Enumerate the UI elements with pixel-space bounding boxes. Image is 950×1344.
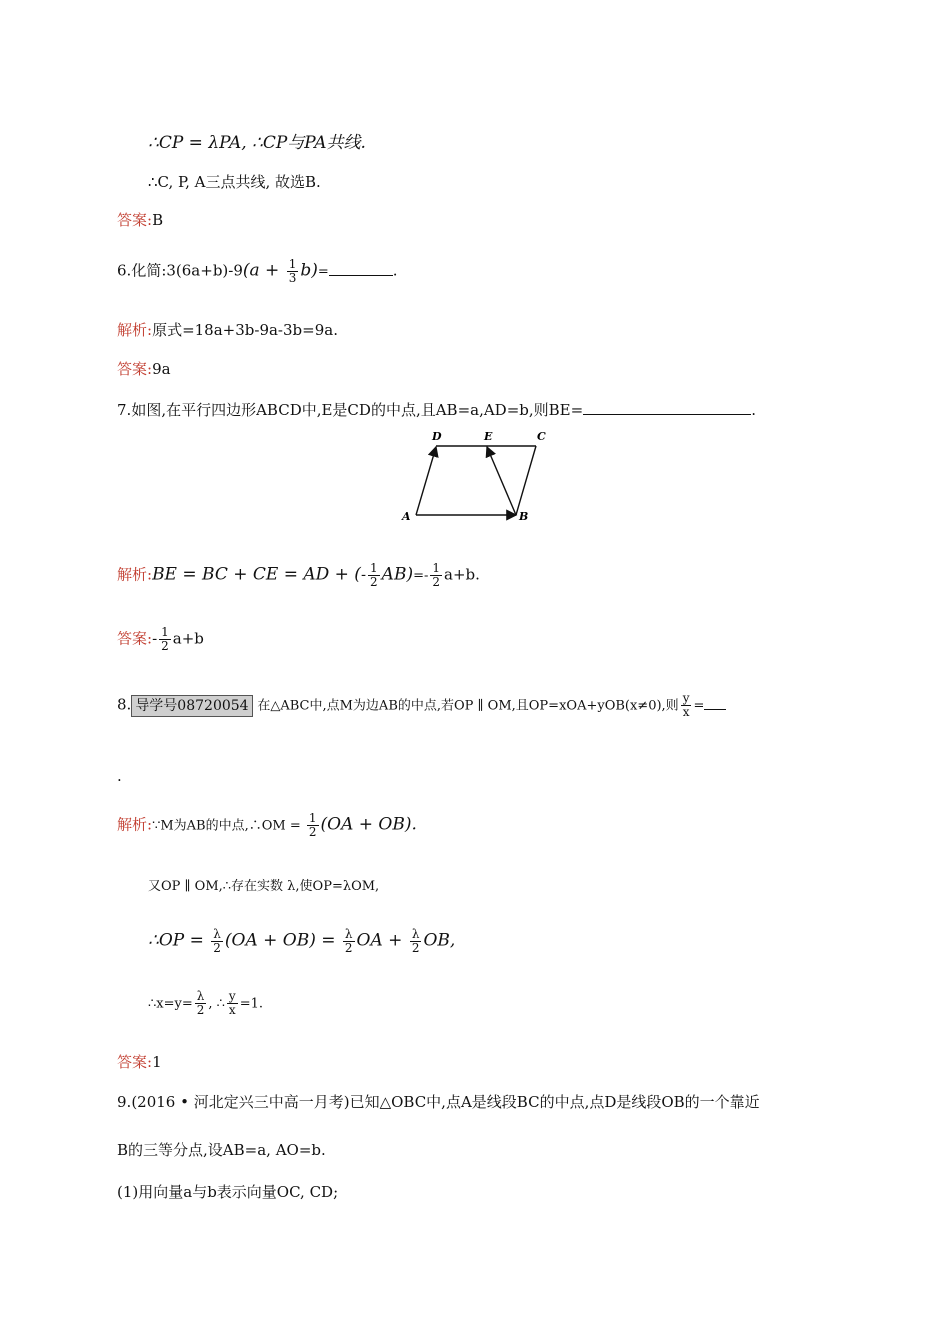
analysis-label: 解析: bbox=[117, 815, 153, 834]
math-expr: (OA + OB) = bbox=[224, 930, 341, 951]
question-9 bbox=[117, 1092, 760, 1112]
math-expr: =- bbox=[413, 568, 429, 584]
math-expr: ∴x=y= bbox=[148, 996, 193, 1012]
equals-sign: = bbox=[693, 698, 705, 714]
math-expr: a+b. bbox=[444, 565, 480, 584]
question-text: B的三等分点,设AB=a, AO=b. bbox=[117, 1141, 326, 1159]
fraction-denominator: 2 bbox=[370, 575, 378, 589]
label-c: C bbox=[537, 430, 546, 443]
math-expr: =1. bbox=[239, 996, 263, 1012]
math-expr: BE = BC + CE = AD + ( bbox=[152, 564, 361, 585]
fraction-denominator: 2 bbox=[411, 941, 420, 955]
math-expr: (a + bbox=[242, 260, 285, 281]
answer-7 bbox=[117, 626, 204, 653]
math-expr: (OA + OB). bbox=[320, 814, 417, 835]
analysis-label: 解析: bbox=[117, 565, 153, 584]
fraction bbox=[159, 626, 171, 653]
fraction bbox=[410, 928, 422, 955]
minus-sign: - bbox=[152, 629, 158, 648]
answer-blank bbox=[704, 695, 726, 710]
period: . bbox=[117, 767, 122, 785]
solution-line-2 bbox=[148, 172, 321, 192]
fraction bbox=[430, 562, 442, 589]
fraction-numerator: 1 bbox=[308, 811, 317, 825]
analysis-8 bbox=[117, 812, 417, 839]
fraction-denominator: 2 bbox=[308, 825, 317, 839]
fraction-numerator: y bbox=[682, 691, 690, 705]
answer-label: 答案: bbox=[117, 629, 153, 648]
fraction-denominator: 3 bbox=[288, 271, 297, 285]
fraction-numerator: y bbox=[228, 989, 236, 1003]
question-7 bbox=[117, 400, 756, 420]
guide-number-badge[interactable]: 导学号08720054 bbox=[131, 695, 252, 717]
fraction-denominator: 2 bbox=[344, 941, 353, 955]
solution-text: ∴CP = λPA, ∴CP与PA共线. bbox=[148, 133, 366, 153]
fraction-numerator: λ bbox=[211, 928, 223, 942]
analysis-text: 原式=18a+3b-9a-3b=9a. bbox=[152, 321, 338, 339]
question-text: 在△ABC中,点M为边AB的中点,若OP ∥ OM,且OP=xOA+yOB(x≠0),则 bbox=[257, 698, 679, 714]
fraction bbox=[227, 990, 238, 1017]
edge-cb bbox=[516, 446, 536, 515]
analysis-8-line-4 bbox=[148, 990, 263, 1017]
answer-label: 答案: bbox=[117, 1053, 153, 1071]
solution-line-1 bbox=[148, 133, 366, 153]
label-d: D bbox=[432, 430, 442, 443]
fraction-denominator: x bbox=[682, 705, 690, 719]
fraction-numerator: 1 bbox=[288, 257, 297, 271]
question-text: (2016 • 河北定兴三中高一月考)已知△OBC中,点A是线段BC的中点,点D是线段OB的一个靠近 bbox=[131, 1093, 760, 1111]
fraction-denominator: 2 bbox=[213, 941, 221, 955]
analysis-8-line-3 bbox=[148, 928, 455, 955]
fraction bbox=[211, 928, 223, 955]
analysis-8-line-2 bbox=[148, 875, 379, 897]
fraction-denominator: x bbox=[228, 1003, 236, 1017]
fraction-numerator: 1 bbox=[161, 625, 169, 639]
math-expr: OA + bbox=[356, 930, 408, 951]
analysis-7 bbox=[117, 562, 480, 589]
question-text: 化简:3(6a+b)-9 bbox=[131, 261, 243, 280]
label-e: E bbox=[484, 430, 493, 443]
minus-sign: - bbox=[360, 565, 367, 584]
fraction bbox=[307, 812, 319, 839]
answer-label: 答案: bbox=[117, 211, 153, 229]
answer-blank bbox=[329, 261, 393, 276]
answer-value: 9a bbox=[152, 360, 171, 378]
fraction-numerator: 1 bbox=[370, 561, 378, 575]
question-number: 9. bbox=[117, 1093, 132, 1111]
math-expr: ) bbox=[406, 564, 414, 585]
label-a: A bbox=[402, 510, 411, 523]
analysis-text: ∵M为AB的中点,∴OM = bbox=[152, 818, 305, 834]
answer-value: 1 bbox=[152, 1053, 162, 1071]
question-8 bbox=[117, 692, 726, 719]
question-8-end bbox=[117, 766, 122, 786]
question-number: 7. bbox=[117, 401, 132, 419]
fraction-numerator: 1 bbox=[432, 561, 441, 575]
answer-6 bbox=[117, 359, 171, 379]
vector-ad bbox=[416, 447, 436, 515]
fraction bbox=[368, 562, 380, 589]
question-number: 6. bbox=[117, 261, 132, 280]
period: . bbox=[392, 261, 398, 280]
fraction-numerator: λ bbox=[343, 928, 355, 942]
question-6 bbox=[117, 258, 398, 285]
question-number: 8. bbox=[117, 695, 132, 714]
math-expr: AB bbox=[381, 564, 407, 585]
math-expr: , ∴ bbox=[208, 996, 225, 1012]
fraction bbox=[287, 258, 299, 285]
fraction-denominator: 2 bbox=[432, 575, 441, 589]
fraction-denominator: 2 bbox=[161, 639, 169, 653]
fraction bbox=[343, 928, 355, 955]
question-text: (1)用向量a与b表示向量OC, CD; bbox=[117, 1183, 339, 1201]
fraction-numerator: λ bbox=[410, 928, 422, 942]
vector-be bbox=[487, 447, 516, 515]
answer-label: 答案: bbox=[117, 360, 153, 378]
answer-value: B bbox=[152, 211, 164, 229]
fraction-numerator: λ bbox=[195, 990, 207, 1004]
solution-text: ∴C, P, A三点共线, 故选B. bbox=[148, 173, 321, 191]
fraction bbox=[195, 990, 207, 1017]
equals-sign: = bbox=[317, 264, 329, 280]
question-text: 如图,在平行四边形ABCD中,E是CD的中点,且AB=a,AD=b,则BE= bbox=[131, 401, 584, 419]
math-expr: ∴OP = bbox=[148, 930, 210, 951]
analysis-6 bbox=[117, 320, 338, 340]
answer-value: a+b bbox=[172, 629, 204, 648]
period: . bbox=[751, 401, 756, 419]
label-b: B bbox=[519, 510, 529, 523]
analysis-text: 又OP ∥ OM,∴存在实数 λ,使OP=λOM, bbox=[148, 879, 380, 894]
math-expr: OB, bbox=[423, 930, 456, 951]
answer-8 bbox=[117, 1052, 162, 1072]
parallelogram-figure bbox=[398, 426, 548, 526]
fraction-denominator: 2 bbox=[196, 1003, 205, 1017]
analysis-label: 解析: bbox=[117, 321, 153, 339]
math-expr: b) bbox=[300, 260, 318, 281]
question-9-part-1 bbox=[117, 1182, 338, 1202]
question-9-line-2 bbox=[117, 1140, 326, 1160]
answer-blank bbox=[583, 400, 751, 415]
answer-5 bbox=[117, 210, 163, 230]
fraction bbox=[681, 692, 692, 719]
